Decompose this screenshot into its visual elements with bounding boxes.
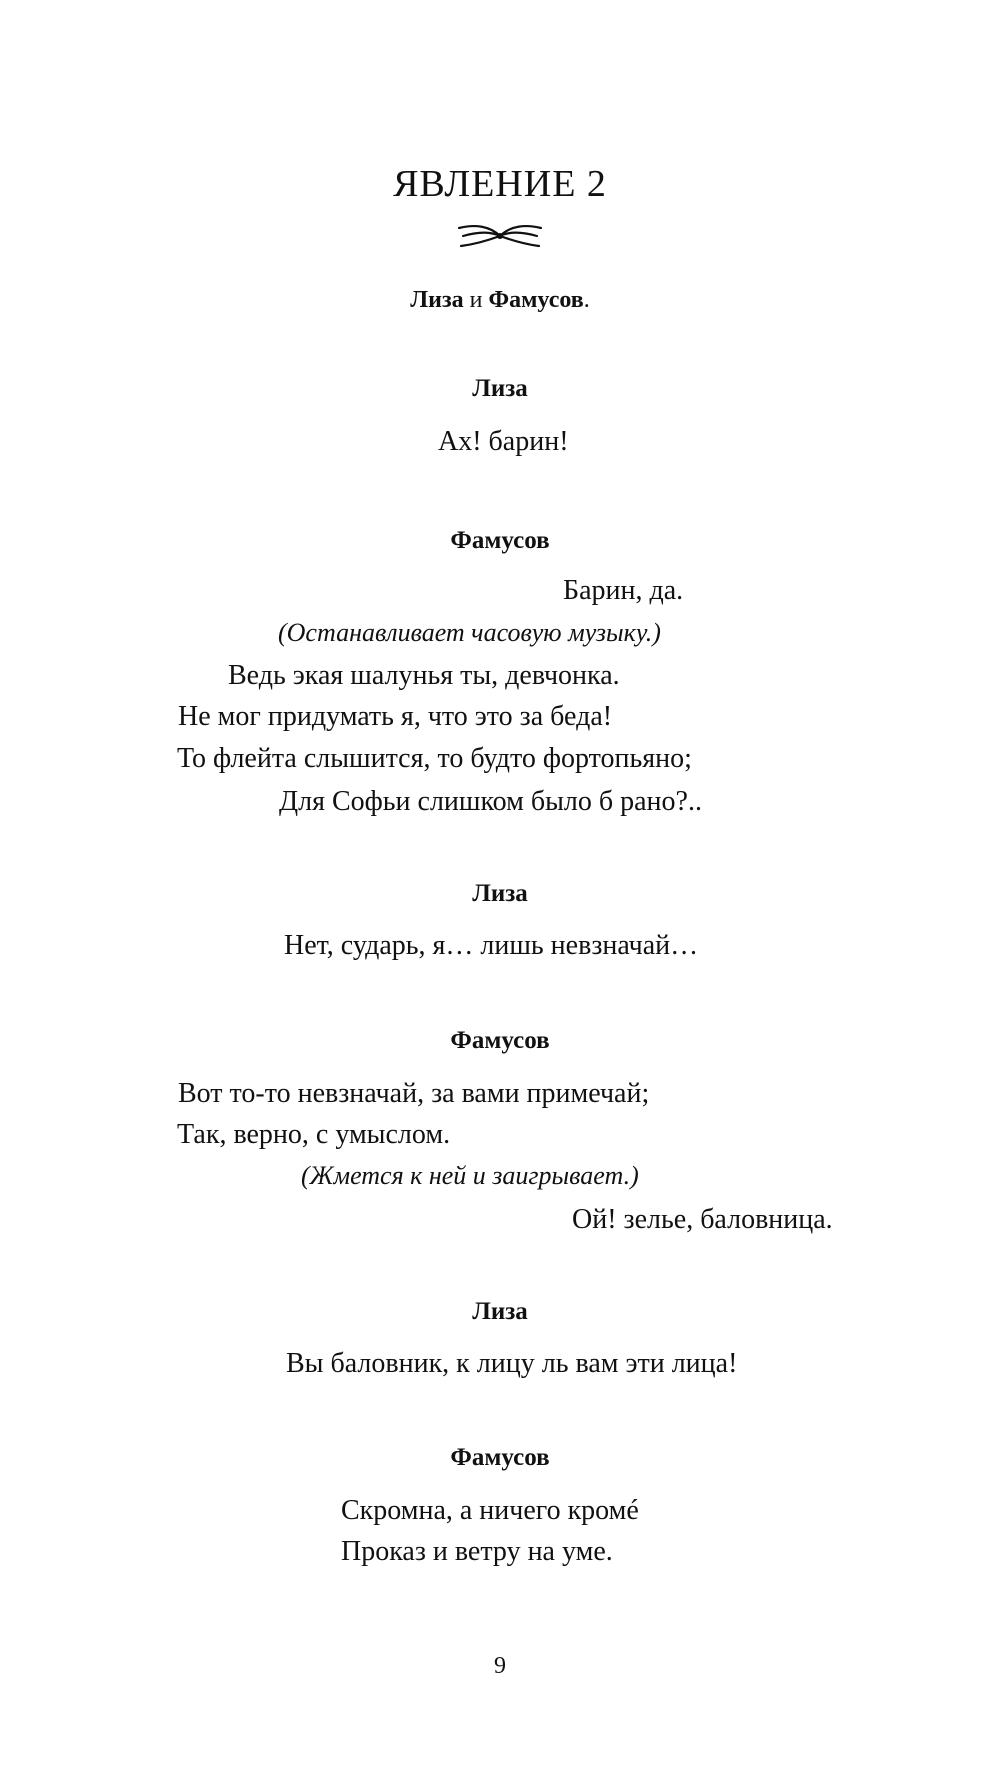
verse-line: Так, верно, с умыслом. xyxy=(177,1119,451,1150)
verse-line: Ах! барин! xyxy=(438,426,569,457)
cast-name-1: Лиза xyxy=(410,287,464,313)
verse-line: Не мог придумать я, что это за беда! xyxy=(178,701,613,732)
stage-direction: (Жмется к ней и заигрывает.) xyxy=(301,1161,639,1190)
verse-line: То флейта слышится, то будто фортопьяно; xyxy=(177,743,692,774)
speaker-name: Фамусов xyxy=(450,1444,550,1471)
verse-line: Барин, да. xyxy=(563,575,684,606)
verse-line: Вы баловник, к лицу ль вам эти лица! xyxy=(286,1348,738,1379)
verse-line: Вот то-то невзначай, за вами примечай; xyxy=(178,1078,650,1109)
speaker-name: Лиза xyxy=(472,880,528,907)
cast-conj: и xyxy=(463,287,489,313)
scene-cast xyxy=(0,288,1000,312)
speaker-name: Фамусов xyxy=(450,1027,550,1054)
speaker-name: Фамусов xyxy=(450,527,550,554)
verse-line: Проказ и ветру на уме. xyxy=(341,1536,613,1567)
verse-line: Скромна, а ничего кромé xyxy=(341,1495,639,1526)
verse-line: Нет, сударь, я… лишь невзначай… xyxy=(284,930,699,961)
verse-line: Для Софьи слишком было б рано?.. xyxy=(279,786,702,817)
verse-line: Ведь экая шалунья ты, девчонка. xyxy=(228,660,620,691)
scene-title: ЯВЛЕНИЕ 2 xyxy=(393,163,607,205)
speaker-name: Лиза xyxy=(472,1298,528,1325)
fleuron-ornament-icon xyxy=(455,222,545,250)
verse-line: Ой! зелье, баловница. xyxy=(572,1204,833,1235)
speaker-name: Лиза xyxy=(472,375,528,402)
cast-end: . xyxy=(583,287,590,313)
stage-direction: (Останавливает часовую музыку.) xyxy=(278,618,661,647)
page-number: 9 xyxy=(494,1653,506,1679)
cast-name-2: Фамусов xyxy=(488,287,584,313)
